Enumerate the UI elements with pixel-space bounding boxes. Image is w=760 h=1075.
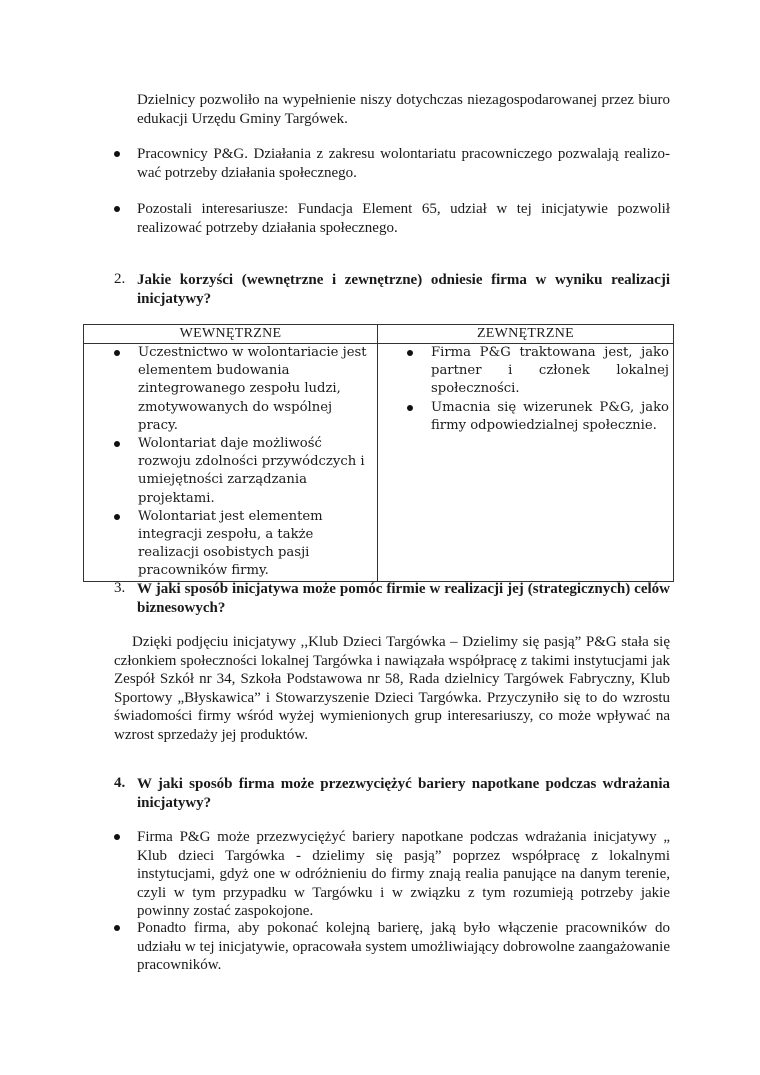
header-internal: WEWNĘTRZNE (84, 325, 378, 344)
bullet-icon (407, 405, 413, 411)
bullet-icon (114, 350, 120, 356)
header-external: ZEWNĘTRZNE (378, 325, 674, 344)
question-3-heading: W jaki sposób inicjatywa może pomóc firmie w realizacji jej (strategicznych) celów biznesowych? (137, 581, 670, 616)
external-benefit-text: Umacnia się wizerunek P&G, jako firmy odpowiedzialnej społecznie. (431, 399, 669, 433)
internal-benefit-text: Wolontariat jest elementem integracji zespołu, a także realizacji osobistych pasji pracowników firmy. (138, 508, 323, 579)
external-benefit-text: Firma P&G traktowana jest, jako partner i członek lokalnej społeczności. (431, 345, 669, 397)
intro-bullet-employees: Pracownicy P&G. Działania z zakresu wolontariatu pracowniczego pozwalają realizować potrzeby działania społecznego. (137, 146, 670, 181)
bullet-icon (114, 514, 120, 520)
internal-benefit-item (138, 508, 371, 581)
external-benefit-item (431, 399, 669, 435)
question-2-number: 2. (114, 271, 126, 287)
intro-bullet-stakeholders: Pozostali interesariusze: Fundacja Element 65, udział w tej inicjatywie pozwolił realizować potrzeby działania społecznego. (137, 201, 670, 236)
internal-benefit-text: Wolontariat daje możliwość rozwoju zdolności przywódczych i umiejętności zarządzania projektami. (138, 436, 365, 506)
question-2-heading: Jakie korzyści (wewnętrzne i zewnętrzne) odniesie firma w wyniku realizacji inicjatywy? (137, 272, 670, 307)
question-3-answer: Dzięki podjęciu inicjatywy ,,Klub Dzieci Targówka – Dzielimy się pasją” P&G stała się członkiem społeczności lokalnej Targówka i nawiązała współpracę z takimi instytucjami jak Zespół Szkół nr 34, Szkoła Podstawowa nr 58, Rada dzielnicy Targówek Fabryczny, Klub Sportowy „Błyskawica” i Stowarzyszenie Dzieci Targówka. Przyczyniło się to do wzrostu świadomości firmy wśród wyżej wymienionych grup interesariuszy, co może wpływać na wzrost sprzedaży jej produktów. (114, 634, 670, 743)
bullet-icon (114, 441, 120, 447)
internal-benefit-item (138, 435, 371, 508)
bullet-icon (407, 350, 413, 356)
internal-benefit-item (138, 344, 371, 435)
external-benefits-cell (378, 344, 674, 582)
question-3-number: 3. (114, 580, 126, 596)
external-benefit-item (431, 344, 669, 399)
question-4-bullet-volunteer-system: Ponadto firma, aby pokonać kolejną barierę, jaką było włączenie pracowników do udziału w tej inicjatywie, opracowała system umożliwiający dobrowolne zaangażowanie pracowników. (137, 920, 670, 973)
internal-benefit-text: Uczestnictwo w wolontariacie jest elementem budowania zintegrowanego zespołu ludzi, zmotywowanych do wspólnej pracy. (138, 345, 367, 433)
benefits-table (83, 324, 674, 582)
question-4-heading: W jaki sposób firma może przezwyciężyć bariery napotkane podczas wdrażania inicjatywy? (137, 776, 670, 811)
internal-benefits-cell (84, 344, 378, 582)
question-4-number: 4. (114, 775, 126, 791)
question-4-bullet-cooperation: Firma P&G może przezwyciężyć bariery napotkane podczas wdrażania inicjatywy „ Klub dzieci Targówka - dzielimy się pasją” poprzez współpracę z lokalnymi instytucjami, gdyż one w odróżnieniu do firmy znają realia panujące na danym terenie, czyli w tym przypadku w Targówku i w związku z tym rozumieją potrzeby jakie powinny zostać zaspokojone. (137, 829, 670, 919)
intro-continuation-paragraph: Dzielnicy pozwoliło na wypełnienie niszy dotychczas niezagospodarowanej przez biuro edukacji Urzędu Gminy Targówek. (137, 92, 670, 127)
